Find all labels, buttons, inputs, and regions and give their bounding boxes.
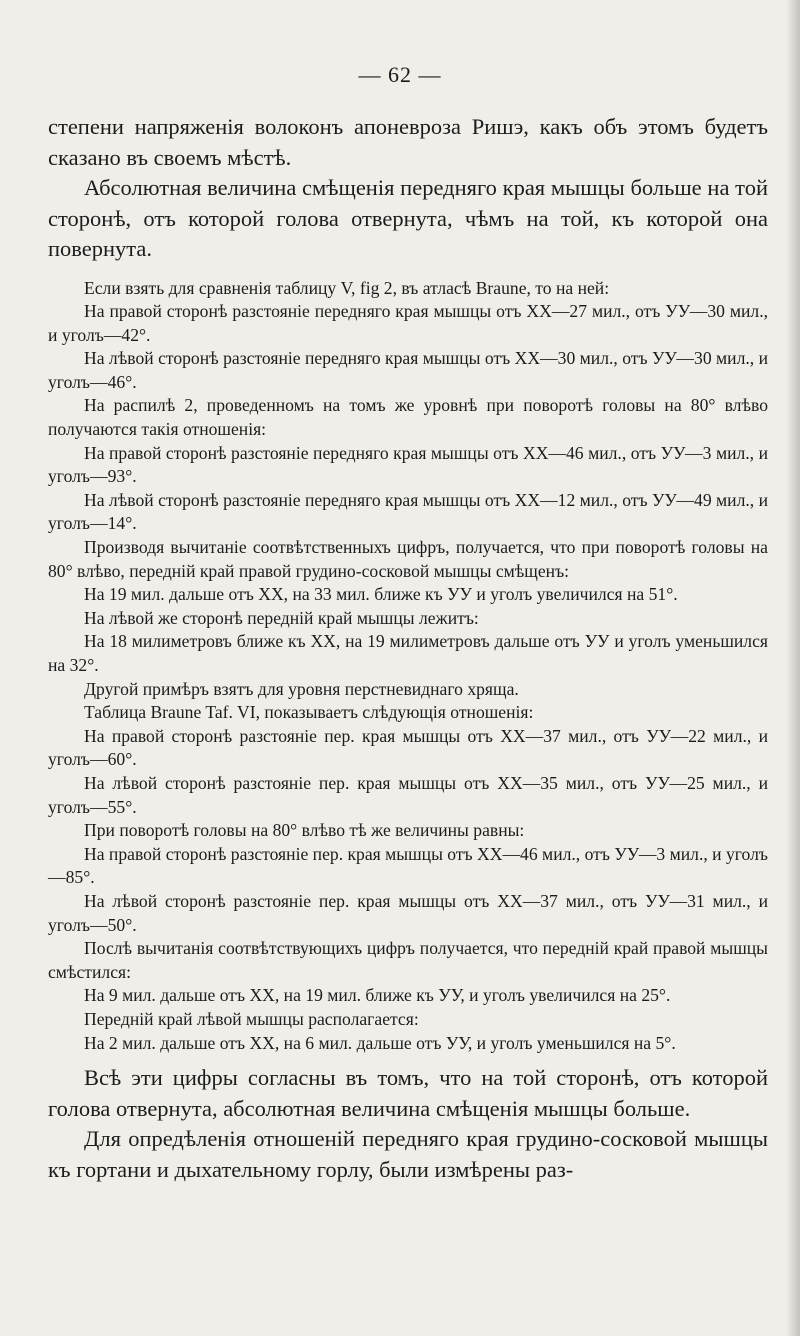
small-paragraph: На правой сторонѣ разстояніе передняго края мышцы отъ XX—27 мил., отъ УУ—30 мил., и уголъ—42°.: [48, 301, 768, 345]
small-paragraph: Если взять для сравненія таблицу V, fig 2, въ атласѣ Braune, то на ней:: [84, 277, 610, 298]
small-paragraph: На лѣвой же сторонѣ передній край мышцы лежитъ:: [84, 607, 479, 628]
small-paragraph: На правой сторонѣ разстояніе передняго края мышцы отъ XX—46 мил., отъ УУ—3 мил., и уголъ—93°.: [48, 442, 768, 487]
measurements-block: [48, 277, 768, 1056]
small-paragraph: Другой примѣръ взятъ для уровня перстневиднаго хряща.: [84, 678, 519, 699]
small-paragraph: Послѣ вычитанія соотвѣтствующихъ цифръ получается, что передній край правой мышцы смѣстился:: [48, 938, 768, 982]
small-paragraph: На 18 милиметровъ ближе къ XX, на 19 милиметровъ дальше отъ УУ и уголъ уменьшился на 32°.: [48, 631, 768, 675]
small-paragraph: На правой сторонѣ разстояніе пер. края мышцы отъ XX—46 мил., отъ УУ—3 мил., и уголъ—85°.: [48, 843, 768, 888]
page-edge-shadow: [786, 0, 800, 1336]
small-paragraph: На распилѣ 2, проведенномъ на томъ же уровнѣ при поворотѣ головы на 80° влѣво получаются такія отношенія:: [48, 395, 768, 440]
small-paragraph: Производя вычитаніе соотвѣтственныхъ цифръ, получается, что при поворотѣ головы на 80° влѣво, передній край правой грудино-сосковой мышцы смѣщенъ:: [48, 537, 768, 581]
paragraph-next-section: Для опредѣленія отношеній передняго края грудино-сосковой мышцы къ гортани и дыхательному горлу, были измѣрены раз-: [48, 1126, 768, 1182]
small-paragraph: На лѣвой сторонѣ разстояніе передняго края мышцы отъ XX—12 мил., отъ УУ—49 мил., и уголъ—14°.: [48, 489, 768, 534]
paragraph-conclusion: Всѣ эти цифры согласны въ томъ, что на той сторонѣ, отъ которой голова отвернута, абсолютная величина смѣщенія мышцы больше.: [48, 1065, 768, 1121]
small-paragraph: При поворотѣ головы на 80° влѣво тѣ же величины равны:: [84, 820, 525, 841]
small-paragraph: Таблица Braune Taf. VI, показываетъ слѣдующія отношенія:: [84, 702, 534, 723]
small-paragraph: На лѣвой сторонѣ разстояніе пер. края мышцы отъ XX—37 мил., отъ УУ—31 мил., и уголъ—50°.: [48, 890, 768, 935]
paragraph-absolute-displacement: Абсолютная величина смѣщенія передняго края мышцы больше на той сторонѣ, отъ которой голова отвернута, чѣмъ на той, къ которой она повернута.: [48, 175, 768, 261]
small-paragraph: На лѣвой сторонѣ разстояніе пер. края мышцы отъ XX—35 мил., отъ УУ—25 мил., и уголъ—55°.: [48, 772, 768, 817]
page-number: — 62 —: [358, 62, 442, 87]
page-body: [48, 112, 768, 1185]
small-paragraph: На 2 мил. дальше отъ XX, на 6 мил. дальше отъ УУ, и уголъ уменьшился на 5°.: [84, 1032, 676, 1053]
conclusion-block: [48, 1063, 768, 1185]
small-paragraph: На лѣвой сторонѣ разстояніе передняго края мышцы отъ XX—30 мил., отъ УУ—30 мил., и уголъ—46°.: [48, 348, 768, 392]
paragraph-continuation: степени напряженія волоконъ апоневроза Ришэ, какъ объ этомъ будетъ сказано въ своемъ мѣстѣ.: [48, 114, 768, 170]
small-paragraph: На 9 мил. дальше отъ XX, на 19 мил. ближе къ УУ, и уголъ увеличился на 25°.: [84, 985, 671, 1006]
small-paragraph: На 19 мил. дальше отъ XX, на 33 мил. ближе къ УУ и уголъ увеличился на 51°.: [84, 584, 678, 605]
small-paragraph: На правой сторонѣ разстояніе пер. края мышцы отъ XX—37 мил., отъ УУ—22 мил., и уголъ—60°.: [48, 725, 768, 770]
small-paragraph: Передній край лѣвой мышцы располагается:: [84, 1008, 419, 1029]
